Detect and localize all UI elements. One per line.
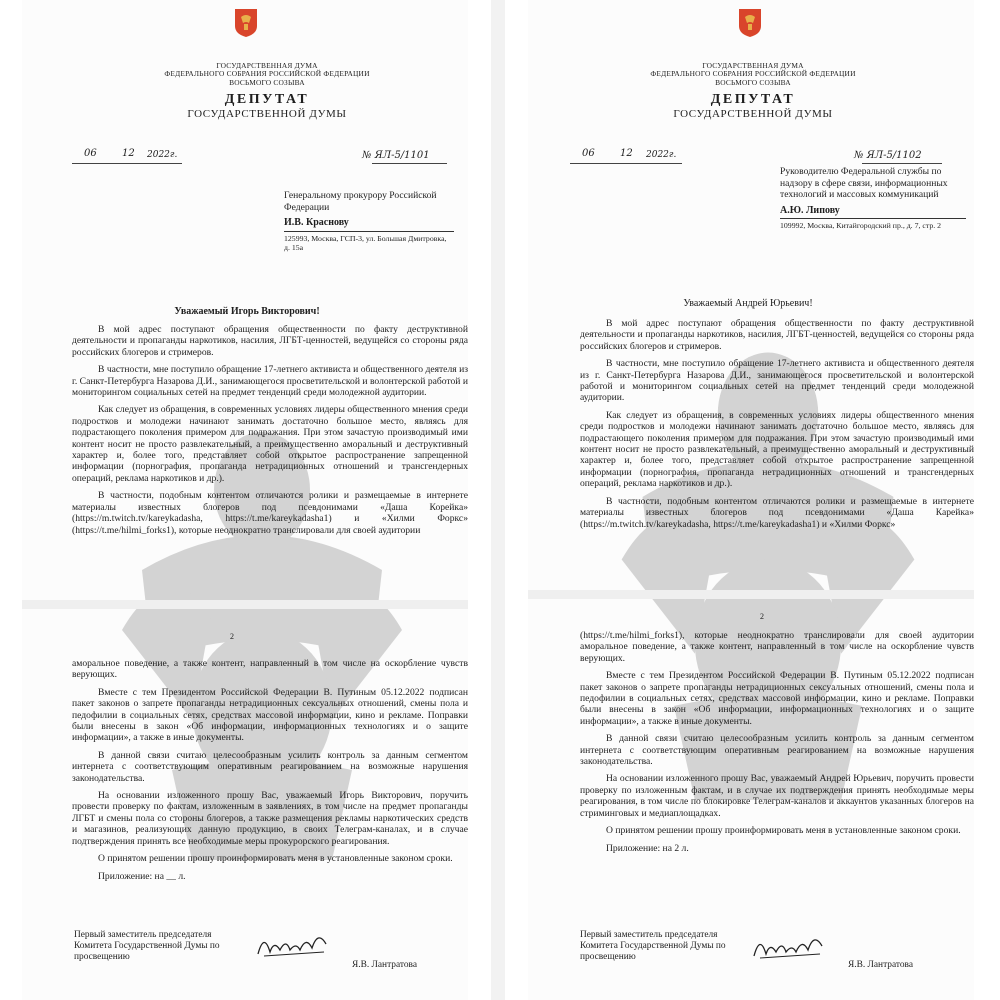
letterhead-line2: ФЕДЕРАЛЬНОГО СОБРАНИЯ РОССИЙСКОЙ ФЕДЕРАЦИИ xyxy=(164,69,370,79)
date-day: 06 xyxy=(582,148,595,159)
right-letter xyxy=(528,0,974,1000)
paragraph: Как следует из обращения, в современных условиях лидеры общественного мнения среди подростков и молодежи начинают занимать достаточно большое место, являясь для подрастающего поколения примером для подражания. При этом зачастую производимый ими контент носит не просто развлекательный, а преимущественно аморальный и деструктивный характер и, более того, представляет собой открытое распространение запрещенной информации (порнография, пропаганда нетрадиционных отношений и трансгендерных операций, реклама наркотиков и др.). xyxy=(580,409,974,490)
addressee-block xyxy=(780,166,966,230)
paragraph: В данной связи считаю целесообразным усилить контроль за данным сегментом интернета с соответствующим оперативным реагированием на возможные нарушения законодательства. xyxy=(580,733,974,768)
paragraph: Вместе с тем Президентом Российской Федерации В. Путиным 05.12.2022 подписан пакет законов о запрете пропаганды нетрадиционных сексуальных отношений, смены пола и педофилии в социальных сетях, средствах массовой информации, кино и рекламе. Поправки были внесены в закон «Об информации, информационных технологиях и о защите информации», а также в иные документы. xyxy=(72,686,468,744)
letterhead-line3: ВОСЬМОГО СОЗЫВА xyxy=(715,77,791,87)
signer-title: Первый заместитель председателя Комитета Государственной Думы по просвещению xyxy=(580,930,726,962)
addressee-role: Руководителю Федеральной службы по надзору в сфере связи, информационных технологий и массовых коммуникаций xyxy=(780,166,948,200)
page1-body xyxy=(580,318,974,536)
letterhead-subtitle: ГОСУДАРСТВЕННОЙ ДУМЫ xyxy=(187,108,347,121)
number-underline xyxy=(862,163,942,164)
letterhead xyxy=(122,62,412,121)
paragraph: (https://t.me/hilmi_forks1), которые неоднократно транслировали для своей аудитории аморальное поведение, а также контент, направленный в том числе на оскорбление чувств верующих. xyxy=(580,630,974,664)
addressee-block xyxy=(284,190,454,252)
coat-of-arms-emblem xyxy=(234,8,258,38)
paragraph: В частности, подобным контентом отличаются ролики и размещаемые в интернете материалы известных блогеров под псевдонимами «Даша Корейка» (https://m.twitch.tv/kareykadasha, https://t.me/kareykadasha1) и «Хилми Форкс» (https://t.me/hilmi_forks1), которые неоднократно транслировали для своей аудитории xyxy=(72,490,468,536)
paragraph: На основании изложенного прошу Вас, уважаемый Игорь Викторович, поручить провести проверку по фактам, изложенным в заявлениях, в том числе на предмет пропаганды ЛГБТ и смены пола со стороны блогеров, а также размещения рекламы наркотических средств и магазинов, реализующих данную продукцию, в своих Телеграм-каналах, и в случае подтверждения принять все необходимые меры прокурорского реагирования. xyxy=(72,790,468,847)
addressee-name: И.В. Краснову xyxy=(284,217,349,228)
page2-body xyxy=(580,630,974,860)
letterhead-line2: ФЕДЕРАЛЬНОГО СОБРАНИЯ РОССИЙСКОЙ ФЕДЕРАЦИИ xyxy=(650,69,856,79)
greeting: Уважаемый Игорь Викторович! xyxy=(174,306,320,317)
signer-title: Первый заместитель председателя Комитета Государственной Думы по просвещению xyxy=(74,930,220,962)
paragraph: аморальное поведение, а также контент, направленный в том числе на оскорбление чувств верующих. xyxy=(72,658,468,681)
paragraph: На основании изложенного прошу Вас, уважаемый Андрей Юрьевич, поручить провести проверку по изложенным фактам, и в случае их подтверждения принять необходимые меры реагирования, в том числе по блокировке Телеграм-каналов и аккаунтов указанных блогеров на стриминговых и медиаплощадках. xyxy=(580,773,974,819)
letterhead-title: ДЕПУТАТ xyxy=(710,92,796,108)
page2-body xyxy=(72,658,468,888)
addressee-name: А.Ю. Липову xyxy=(780,204,840,216)
page-number: 2 xyxy=(230,632,234,641)
paragraph: О принятом решении прошу проинформировать меня в установленные законом сроки. xyxy=(98,853,453,865)
number-underline xyxy=(372,163,447,164)
column-divider xyxy=(491,0,505,1000)
paragraph: В данной связи считаю целесообразным усилить контроль за данным сегментом интернета с соответствующим оперативным реагированием на возможные нарушения законодательства. xyxy=(72,749,468,784)
attachment-line: Приложение: на 2 л. xyxy=(606,842,689,854)
outgoing-number: № ЯЛ-5/1102 xyxy=(854,150,922,161)
date-month: 12 xyxy=(122,148,135,159)
paragraph: В частности, подобным контентом отличаются ролики и размещаемые в интернете материалы известных блогеров под псевдонимами «Даша Карейка» (https://m.twitch.tv/kareykadasha, https://t.me/kareykadasha1) и «Хилми Форкс» xyxy=(580,495,974,530)
date-year: 2022г. xyxy=(646,150,677,160)
letterhead-line1: ГОСУДАРСТВЕННАЯ ДУМА xyxy=(702,61,804,70)
date-underline xyxy=(72,163,182,164)
attachment-line: Приложение: на __ л. xyxy=(98,870,186,882)
date-month: 12 xyxy=(620,148,633,159)
handwritten-signature xyxy=(750,930,830,964)
date-year: 2022г. xyxy=(147,150,178,160)
letterhead-title: ДЕПУТАТ xyxy=(224,92,310,108)
letterhead xyxy=(608,62,898,121)
coat-of-arms-emblem xyxy=(738,8,762,38)
addressee-address: 125993, Москва, ГСП-3, ул. Большая Дмитровка, д. 15а xyxy=(284,231,454,252)
paragraph: В мой адрес поступают обращения общественности по факту деструктивной деятельности и пропаганды наркотиков, насилия, ЛГБТ-ценностей, ведущейся со стороны ряда российских блогеров и стримеров. xyxy=(580,318,974,352)
greeting: Уважаемый Андрей Юрьевич! xyxy=(683,298,813,309)
signer-name: Я.В. Лантратова xyxy=(848,960,914,970)
page-break xyxy=(22,600,468,609)
paragraph: О принятом решении прошу проинформировать меня в установленные законом сроки. xyxy=(606,825,961,837)
paragraph: В частности, мне поступило обращение 17-летнего активиста и общественного деятеля из г. Санкт-Петербурга Назарова Д.И., занимающегося просветительской и волонтерской работой и мониторингом социальных сетей на предмет тенденций среди молодежной аудитории. xyxy=(72,364,468,399)
page-break xyxy=(528,590,974,599)
paragraph: Вместе с тем Президентом Российской Федерации В. Путиным 05.12.2022 подписан пакет законов о запрете пропаганды нетрадиционных сексуальных отношений, смены пола и педофилии в социальных сетях, средствах массовой информации, кино и рекламе. Поправки были внесены в закон «Об информации, информационных технологиях и о защите информации», а также в иные документы. xyxy=(580,670,974,727)
signer-name: Я.В. Лантратова xyxy=(352,960,418,970)
page1-body xyxy=(72,324,468,542)
paragraph: В мой адрес поступают обращения общественности по факту деструктивной деятельности и пропаганды наркотиков, насилия, ЛГБТ-ценностей, ведущейся со стороны ряда российских блогеров и стримеров. xyxy=(72,324,468,358)
paragraph: Как следует из обращения, в современных условиях лидеры общественного мнения среди подростков и молодежи начинают занимать достаточно большое место, являясь для подрастающего поколения примером для подражания. При этом зачастую производимый ими контент носит не просто развлекательный, а преимущественно аморальный и деструктивный характер и, более того, представляет собой открытое распространение запрещенной информации (порнография, пропаганда нетрадиционных отношений и трансгендерных операций, реклама наркотиков и др.). xyxy=(72,404,468,484)
addressee-role: Генеральному прокурору Российской Федерации xyxy=(284,190,437,213)
outgoing-number: № ЯЛ-5/1101 xyxy=(362,150,430,161)
page-number: 2 xyxy=(760,612,764,621)
left-letter xyxy=(22,0,468,1000)
date-day: 06 xyxy=(84,148,97,159)
letterhead-line3: ВОСЬМОГО СОЗЫВА xyxy=(229,77,305,87)
handwritten-signature xyxy=(254,928,334,962)
addressee-address: 109992, Москва, Китайгородский пр., д. 7, стр. 2 xyxy=(780,218,966,230)
letterhead-subtitle: ГОСУДАРСТВЕННОЙ ДУМЫ xyxy=(673,108,833,121)
date-underline xyxy=(570,163,682,164)
letterhead-line1: ГОСУДАРСТВЕННАЯ ДУМА xyxy=(216,61,318,70)
paragraph: В частности, мне поступило обращение 17-летнего активиста и общественного деятеля из г. Санкт-Петербурга Назарова Д.И., занимающегося просветительской и волонтерской работой и мониторингом социальных сетей на предмет тенденций среди молодежной аудитории. xyxy=(580,358,974,404)
